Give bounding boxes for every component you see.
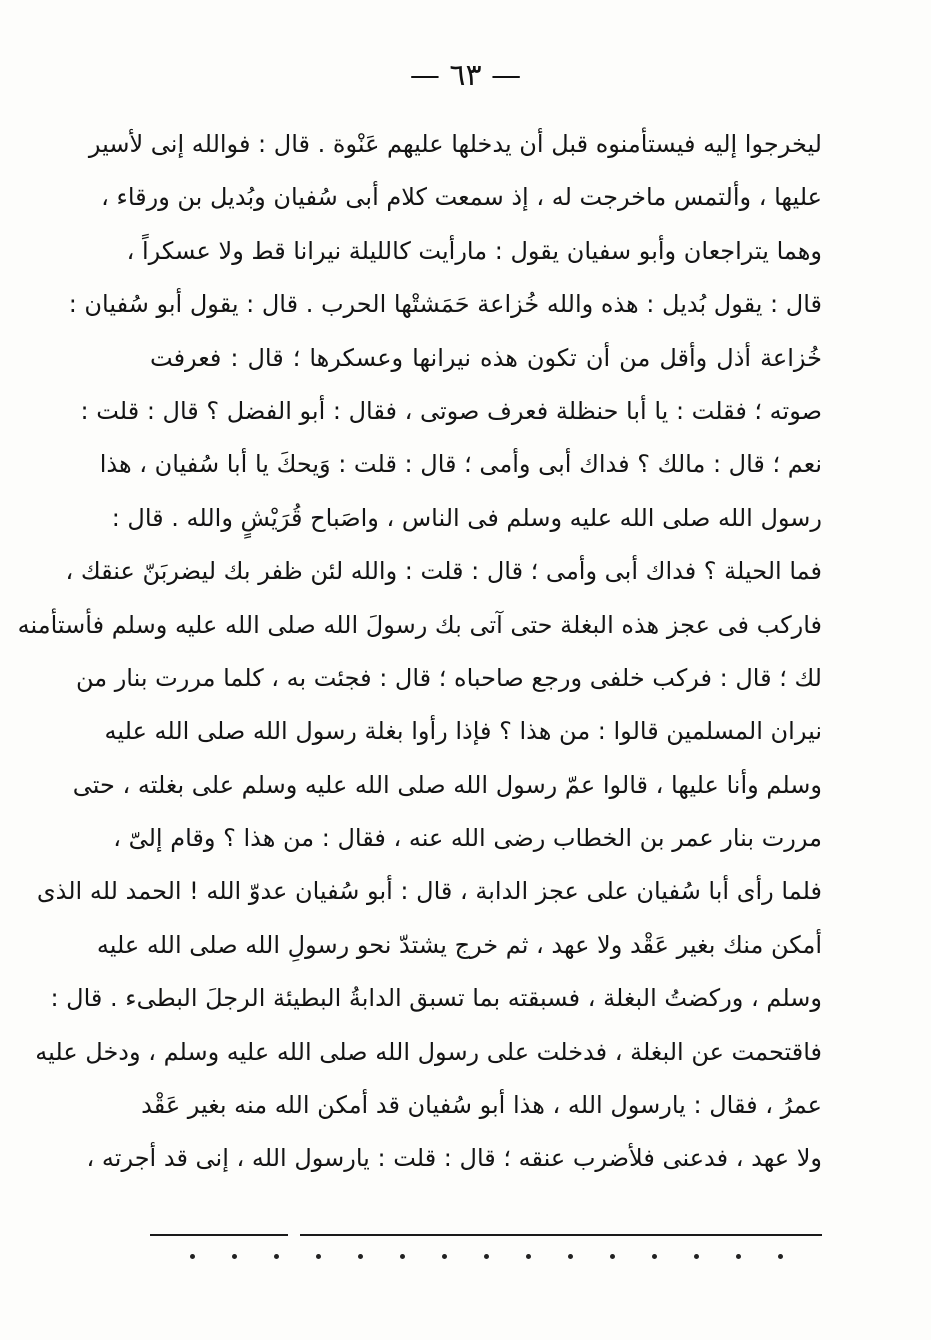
text-line: نيران المسلمين قالوا : من هذا ؟ فإذا رأوا بغلة رسول الله صلى الله عليه <box>104 717 822 746</box>
text-line: فاركب فى عجز هذه البغلة حتى آتى بك رسولَ الله صلى الله عليه وسلم فأستأمنه <box>17 610 822 639</box>
text-line: رسول الله صلى الله عليه وسلم فى الناس ، واصَباح قُرَيْشٍ والله . قال : <box>111 503 822 532</box>
footer-dot <box>778 1254 783 1259</box>
footer-dot <box>400 1254 405 1259</box>
text-line: أمكن منك بغير عَقْد ولا عهد ، ثم خرج يشتدّ نحو رسولِ الله صلى الله عليه <box>96 930 822 959</box>
footer-rule-short <box>150 1234 288 1236</box>
text-line: عمرُ ، فقال : يارسول الله ، هذا أبو سُفيان قد أمكن الله منه بغير عَقْد <box>141 1091 822 1120</box>
text-line: فاقتحمت عن البغلة ، فدخلت على رسول الله صلى الله عليه وسلم ، ودخل عليه <box>35 1037 822 1066</box>
footer-dot <box>358 1254 363 1259</box>
text-line: فما الحيلة ؟ فداك أبى وأمى ؛ قال : قلت : والله لئن ظفر بك ليضربَنّ عنقك ، <box>65 557 822 586</box>
footer-rule-long <box>300 1234 822 1236</box>
footer-dot <box>568 1254 573 1259</box>
footer-dot <box>610 1254 615 1259</box>
text-line: فلما رأى أبا سُفيان على عجز الدابة ، قال : أبو سُفيان عدوّ الله ! الحمد لله الذى <box>36 877 822 906</box>
text-line: وهما يتراجعان وأبو سفيان يقول : مارأيت كالليلة نيرانا قط ولا عسكراً ، <box>126 236 822 265</box>
footer-dot <box>652 1254 657 1259</box>
footer-dot <box>232 1254 237 1259</box>
text-line: ليخرجوا إليه فيستأمنوه قبل أن يدخلها عليهم عَنْوة . قال : فوالله إنى لأسير <box>88 130 822 158</box>
page-number: — ٦٣ — <box>409 58 522 93</box>
text-line: قال : يقول بُديل : هذه والله خُزاعة حَمَشتْها الحرب . قال : يقول أبو سُفيان : <box>68 290 822 319</box>
footer-dot <box>190 1254 195 1259</box>
footer-dot <box>736 1254 741 1259</box>
text-line: صوته ؛ فقلت : يا أبا حنظلة فعرف صوتى ، فقال : أبو الفضل ؟ قال : قلت : <box>80 396 822 425</box>
text-line: لك ؛ قال : فركب خلفى ورجع صاحباه ؛ قال : فجئت به ، كلما مررت بنار من <box>75 663 822 692</box>
footer-dot <box>442 1254 447 1259</box>
text-line: نعم ؛ قال : مالك ؟ فداك أبى وأمى ؛ قال : قلت : وَيحكَ يا أبا سُفيان ، هذا <box>99 450 822 479</box>
footer-dot-row <box>150 1250 822 1262</box>
footer-rule <box>150 1228 822 1242</box>
text-line: وسلم ، وركضتُ البغلة ، فسبقته بما تسبق الدابةُ البطيئة الرجلَ البطىء . قال : <box>50 984 822 1013</box>
text-line: وسلم وأنا عليها ، قالوا عمّ رسول الله صلى الله عليه وسلم على بغلته ، حتى <box>72 770 822 799</box>
footer-dot <box>274 1254 279 1259</box>
footer-dot <box>694 1254 699 1259</box>
text-line: ولا عهد ، فدعنى فلأضرب عنقه ؛ قال : قلت : يارسول الله ، إنى قد أجرته ، <box>86 1144 822 1173</box>
body-text <box>17 118 822 1186</box>
footer-dot <box>484 1254 489 1259</box>
text-line: خُزاعة أذل وأقل من أن تكون هذه نيرانها وعسكرها ؛ قال : فعرفت <box>150 343 822 372</box>
footer-dot <box>316 1254 321 1259</box>
footer-dot <box>526 1254 531 1259</box>
text-line: عليها ، وألتمس ماخرجت له ، إذ سمعت كلام أبى سُفيان وبُديل بن ورقاء ، <box>101 183 822 212</box>
text-line: مررت بنار عمر بن الخطاب رضى الله عنه ، فقال : من هذا ؟ وقام إلىّ ، <box>113 824 822 853</box>
